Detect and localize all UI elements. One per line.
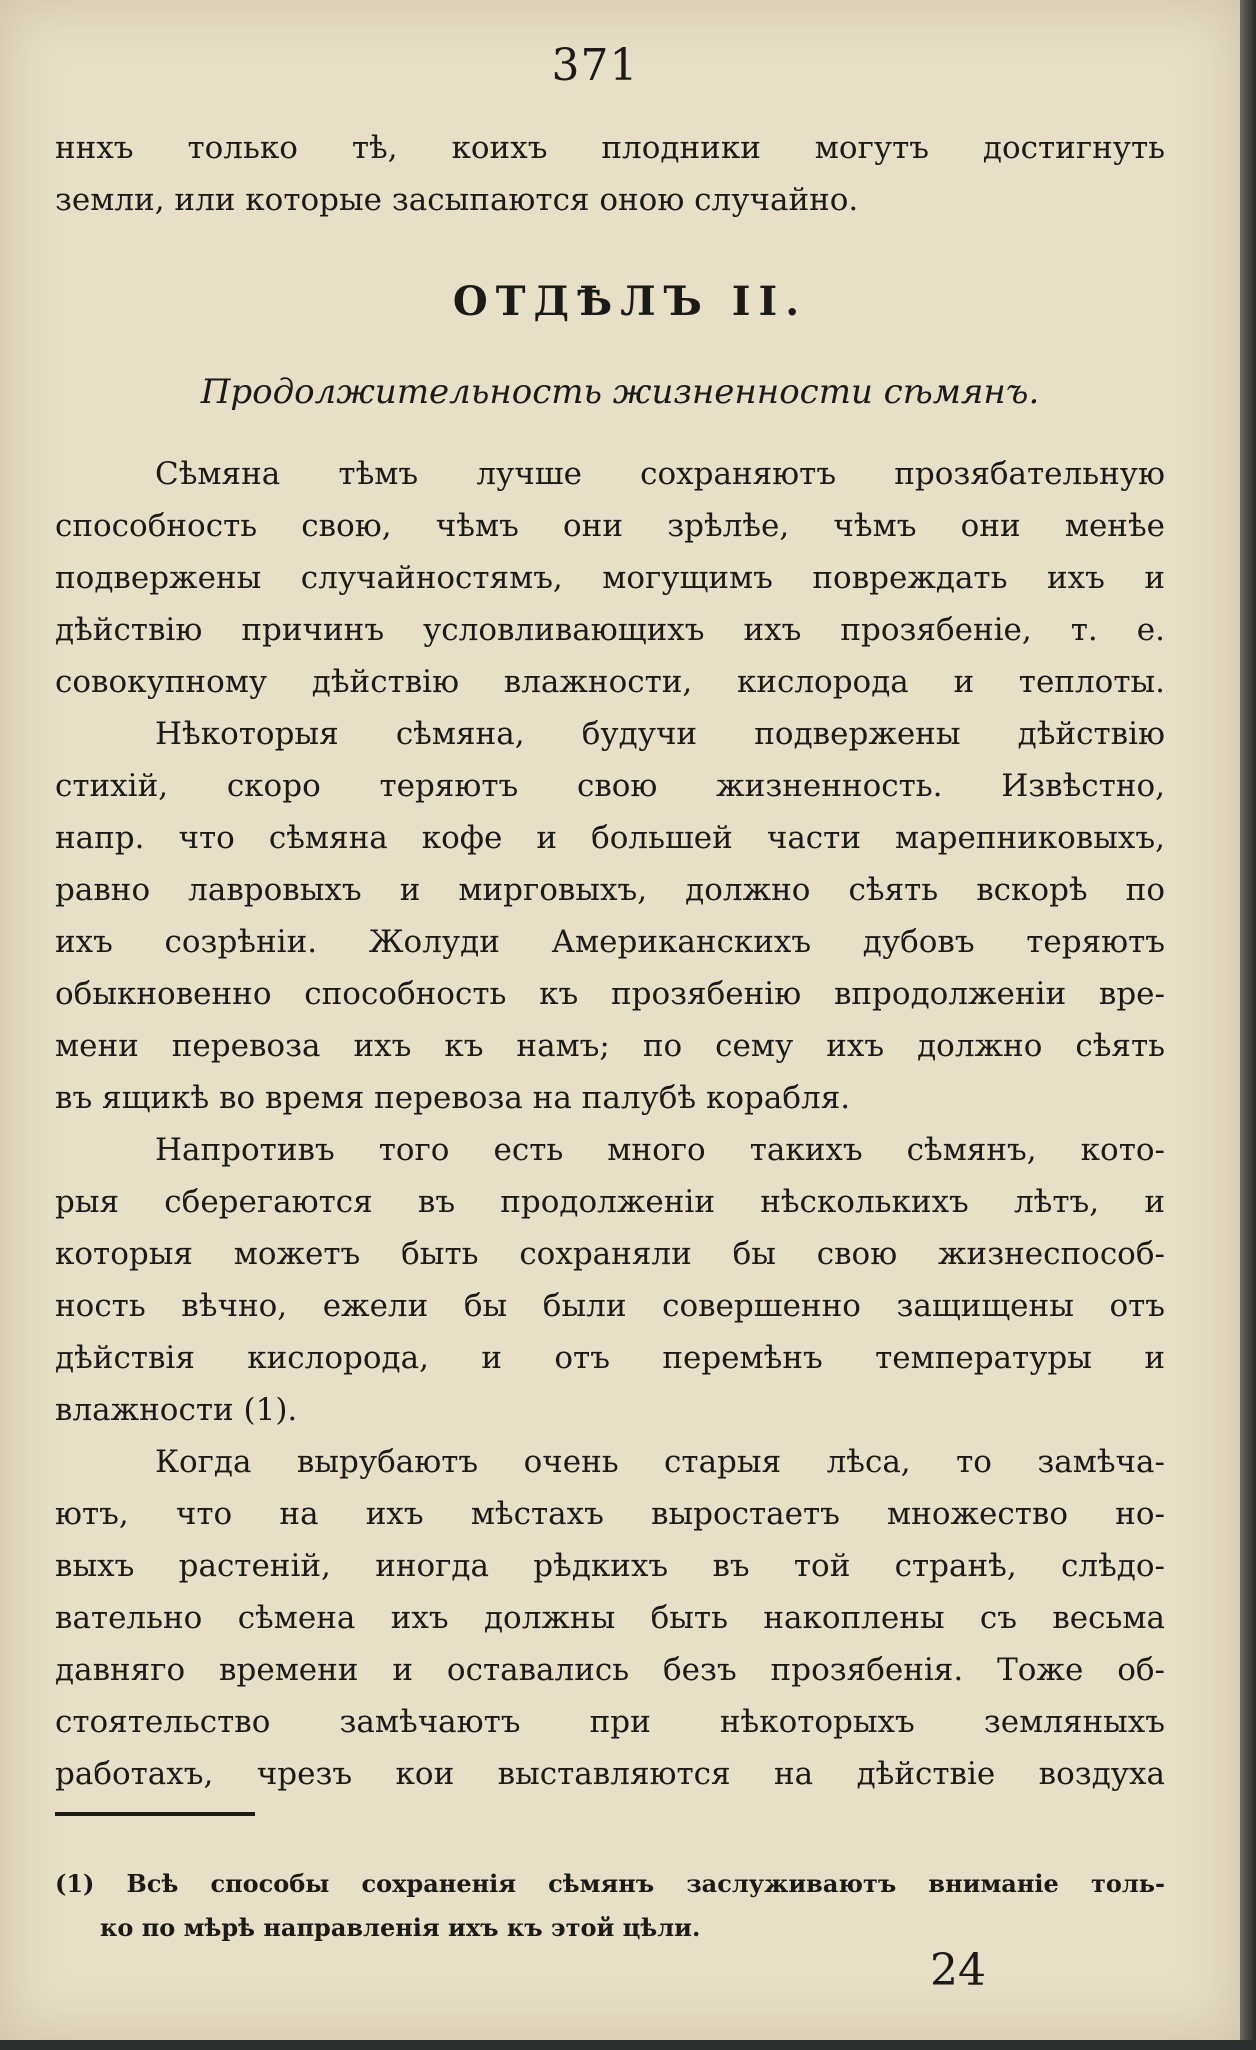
- paragraph-3-line: дѣйствія кислорода, и отъ перемѣнъ температуры и: [55, 1340, 1165, 1376]
- footnote-line: (1) Всѣ способы сохраненія сѣмянъ заслуживаютъ вниманіе толь-: [55, 1869, 1165, 1898]
- paragraph-2-line: стихій, скоро теряютъ свою жизненность. Извѣстно,: [55, 768, 1165, 804]
- paragraph-3-line: которыя можетъ быть сохраняли бы свою жизнеспособ-: [55, 1236, 1165, 1272]
- footnote-line: ко по мѣрѣ направленія ихъ къ этой цѣли.: [100, 1913, 701, 1942]
- paragraph-4-line: давняго времени и оставались безъ прозябенія. Тоже об-: [55, 1652, 1165, 1688]
- paragraph-3-line: Напротивъ того есть много такихъ сѣмянъ, кото-: [155, 1132, 1165, 1168]
- paragraph-1-line: дѣйствію причинъ условливающихъ ихъ прозябеніе, т. е.: [55, 612, 1165, 648]
- paragraph-4-line: выхъ растеній, иногда рѣдкихъ въ той странѣ, слѣдо-: [55, 1548, 1165, 1584]
- paragraph-2-line: равно лавровыхъ и мирговыхъ, должно сѣять вскорѣ по: [55, 872, 1165, 908]
- footnote-divider: [55, 1812, 255, 1816]
- section-subtitle: Продолжительность жизненности сѣмянъ.: [200, 372, 1040, 412]
- paragraph-2-line: въ ящикѣ во время перевоза на палубѣ корабля.: [55, 1080, 851, 1116]
- paragraph-2-line: мени перевоза ихъ къ намъ; по сему ихъ должно сѣять: [55, 1028, 1165, 1064]
- paragraph-4-line: Когда вырубаютъ очень старыя лѣса, то замѣча-: [155, 1444, 1165, 1480]
- paragraph-4-line: ютъ, что на ихъ мѣстахъ выростаетъ множество но-: [55, 1496, 1165, 1532]
- paragraph-1-line: подвержены случайностямъ, могущимъ повреждать ихъ и: [55, 560, 1165, 596]
- main-text: [55, 122, 1165, 1800]
- paragraph-1-line: Сѣмяна тѣмъ лучше сохраняютъ прозябательную: [155, 456, 1165, 492]
- paragraph-1-line: способность свою, чѣмъ они зрѣлѣе, чѣмъ они менѣе: [55, 508, 1165, 544]
- paragraph-1-line: совокупному дѣйствію влажности, кислорода и теплоты.: [55, 664, 1165, 700]
- paragraph-3-line: влажности (1).: [55, 1392, 298, 1428]
- paragraph-2-line: Нѣкоторыя сѣмяна, будучи подвержены дѣйствію: [155, 716, 1165, 752]
- page-edge-shadow: [1240, 0, 1256, 2050]
- paragraph-2-line: напр. что сѣмяна кофе и большей части марепниковыхъ,: [55, 820, 1165, 856]
- paragraph-4-line: работахъ, чрезъ кои выставляются на дѣйствіе воздуха: [55, 1756, 1165, 1792]
- paragraph-3-line: рыя сберегаются въ продолженіи нѣсколькихъ лѣтъ, и: [55, 1184, 1165, 1220]
- page-edge-shadow: [0, 2040, 1256, 2050]
- section-heading: ОТДѢЛЪ II.: [452, 278, 808, 325]
- paragraph-4-line: вательно сѣмена ихъ должны быть накоплены съ весьма: [55, 1600, 1165, 1636]
- paragraph-3-line: ность вѣчно, ежели бы были совершенно защищены отъ: [55, 1288, 1165, 1324]
- signature-mark: 24: [930, 1945, 986, 1996]
- paragraph-4-line: стоятельство замѣчаютъ при нѣкоторыхъ земляныхъ: [55, 1704, 1165, 1740]
- opening-line: ннхъ только тѣ, коихъ плодники могутъ достигнуть: [55, 130, 1165, 166]
- page-number: 371: [551, 40, 639, 91]
- footnote: [55, 1862, 1165, 1950]
- opening-line: земли, или которые засыпаются оною случайно.: [55, 182, 859, 218]
- paragraph-2-line: ихъ созрѣніи. Жолуди Американскихъ дубовъ теряютъ: [55, 924, 1165, 960]
- paragraph-2-line: обыкновенно способность къ прозябенію впродолженіи вре-: [55, 976, 1165, 1012]
